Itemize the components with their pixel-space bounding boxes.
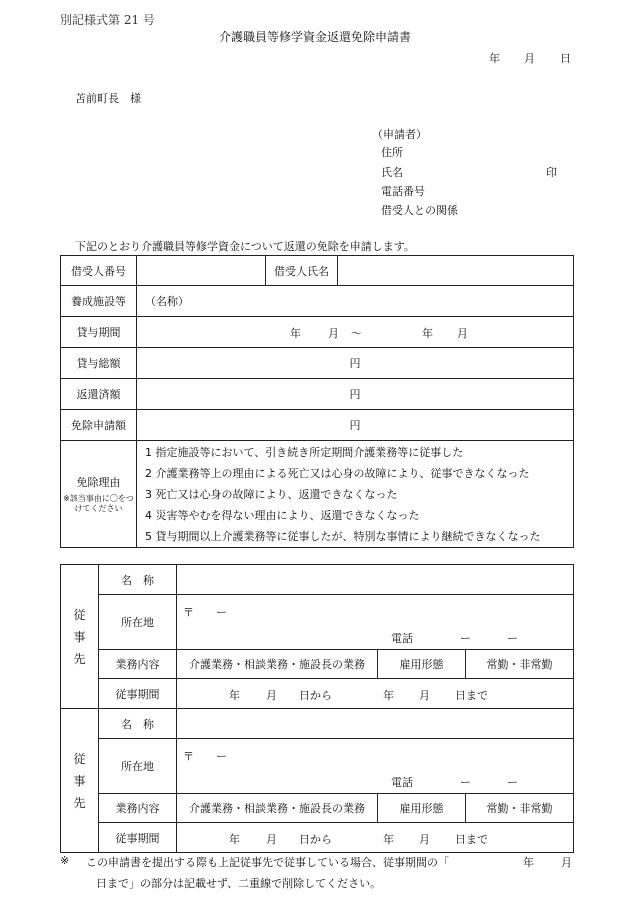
reason-item[interactable]: 3 死亡又は心身の故障により、返還できなくなった [145,487,398,501]
employer-location-label: 所在地 [99,739,177,794]
intro-text: 下記のとおり介護職員等修学資金について返還の免除を申請します。 [75,240,415,253]
employment-type-options[interactable]: 常勤・非常勤 [466,794,574,823]
employer-side-label-1: 従 事 先 [61,565,99,709]
date-month-label: 月 [524,52,535,65]
period-year-1: 年 [290,327,301,340]
exemption-reason-list [137,441,574,548]
employment-type-options[interactable]: 常勤・非常勤 [466,650,574,679]
from-day: 日から [299,832,332,846]
employer-phone-label: 電話 [391,775,413,789]
from-month: 月 [266,832,277,846]
reason-item[interactable]: 1 指定施設等において、引き続き所定期間介護業務等に従事した [145,445,464,459]
employer-phone-label: 電話 [391,631,413,645]
exemption-reason-cell [61,441,137,548]
borrower-name-field[interactable] [338,256,574,286]
employment-period-field[interactable] [177,679,574,709]
footnote-year: 年 [523,856,534,869]
footnote-line-1: この申請書を提出する際も上記従事先で従事している場合、従事期間の「 [86,856,449,869]
loan-info-table [60,255,574,548]
employer-name-field[interactable] [177,565,574,595]
applicant-relation-label: 借受人との関係 [381,204,458,217]
phone-dash-2: ー [507,631,518,645]
applicant-label: （申請者） [372,128,427,141]
total-loan-field[interactable]: 円 [137,348,574,379]
reason-item[interactable]: 4 災害等やむを得ない理由により、返還できなくなった [145,508,420,522]
borrower-name-label: 借受人氏名 [266,256,338,286]
loan-period-label: 貸与期間 [61,317,137,348]
exemption-reason-label: 免除理由 [76,476,121,489]
employment-table [60,564,574,853]
phone-dash-1: ー [460,775,471,789]
duties-options[interactable]: 介護業務・相談業務・施設長の業務 [177,650,378,679]
facility-label: 養成施設等 [61,286,137,317]
phone-dash-1: ー [460,631,471,645]
from-month: 月 [266,688,277,702]
period-year-2: 年 [422,327,433,340]
period-tilde: ～ [351,327,362,340]
employer-name-label: 名 称 [99,709,177,739]
from-year: 年 [229,688,240,702]
footnote-mark: ※ [60,854,70,867]
postal-mark: 〒 ー [183,605,227,619]
employer-side-label-2: 従 事 先 [61,709,99,853]
borrower-number-field[interactable] [137,256,266,286]
phone-dash-2: ー [507,775,518,789]
employment-period-label: 従事期間 [99,823,177,853]
total-loan-label: 貸与総額 [61,348,137,379]
from-year: 年 [229,832,240,846]
applicant-name-label: 氏名 [381,166,403,179]
to-year: 年 [383,832,394,846]
period-month-1: 月 [328,327,339,340]
footnote-line-2: 日まで」の部分は記載せず、二重線で削除してください。 [96,877,382,890]
employer-location-label: 所在地 [99,595,177,650]
loan-period-field[interactable] [137,317,574,348]
to-day: 日まで [455,688,488,702]
employment-period-label: 従事期間 [99,679,177,709]
document-title: 介護職員等修学資金返還免除申請書 [218,30,411,44]
repaid-field[interactable]: 円 [137,379,574,410]
duties-label: 業務内容 [99,650,177,679]
employer-location-field[interactable] [177,595,574,650]
borrower-number-label: 借受人番号 [61,256,137,286]
duties-options[interactable]: 介護業務・相談業務・施設長の業務 [177,794,378,823]
facility-field[interactable]: （名称） [137,286,574,317]
applicant-phone-label: 電話番号 [381,185,425,198]
employment-type-label: 雇用形態 [378,650,466,679]
duties-label: 業務内容 [99,794,177,823]
exemption-amount-field[interactable]: 円 [137,410,574,441]
to-month: 月 [419,688,430,702]
reason-item[interactable]: 2 介護業務等上の理由による死亡又は心身の故障により、従事できなくなった [145,466,530,480]
addressee: 苫前町長 様 [75,92,141,105]
form-number: 別記様式第 21 号 [60,13,155,27]
applicant-address-label: 住所 [381,146,403,159]
from-day: 日から [299,688,332,702]
period-month-2: 月 [457,327,468,340]
to-day: 日まで [455,832,488,846]
employer-name-label: 名 称 [99,565,177,595]
exemption-amount-label: 免除申請額 [61,410,137,441]
reason-item[interactable]: 5 貸与期間以上介護業務等に従事したが、特別な事情により継続できなくなった [145,529,541,543]
to-year: 年 [383,688,394,702]
footnote-month: 月 [561,856,572,869]
date-day-label: 日 [560,52,571,65]
repaid-label: 返還済額 [61,379,137,410]
seal-mark: 印 [546,166,557,179]
employment-type-label: 雇用形態 [378,794,466,823]
postal-mark: 〒 ー [183,749,227,763]
employer-name-field[interactable] [177,709,574,739]
employer-location-field[interactable] [177,739,574,794]
exemption-reason-note: ※該当事由に〇をつけてください [63,494,134,513]
employment-period-field[interactable] [177,823,574,853]
to-month: 月 [419,832,430,846]
date-year-label: 年 [489,52,500,65]
